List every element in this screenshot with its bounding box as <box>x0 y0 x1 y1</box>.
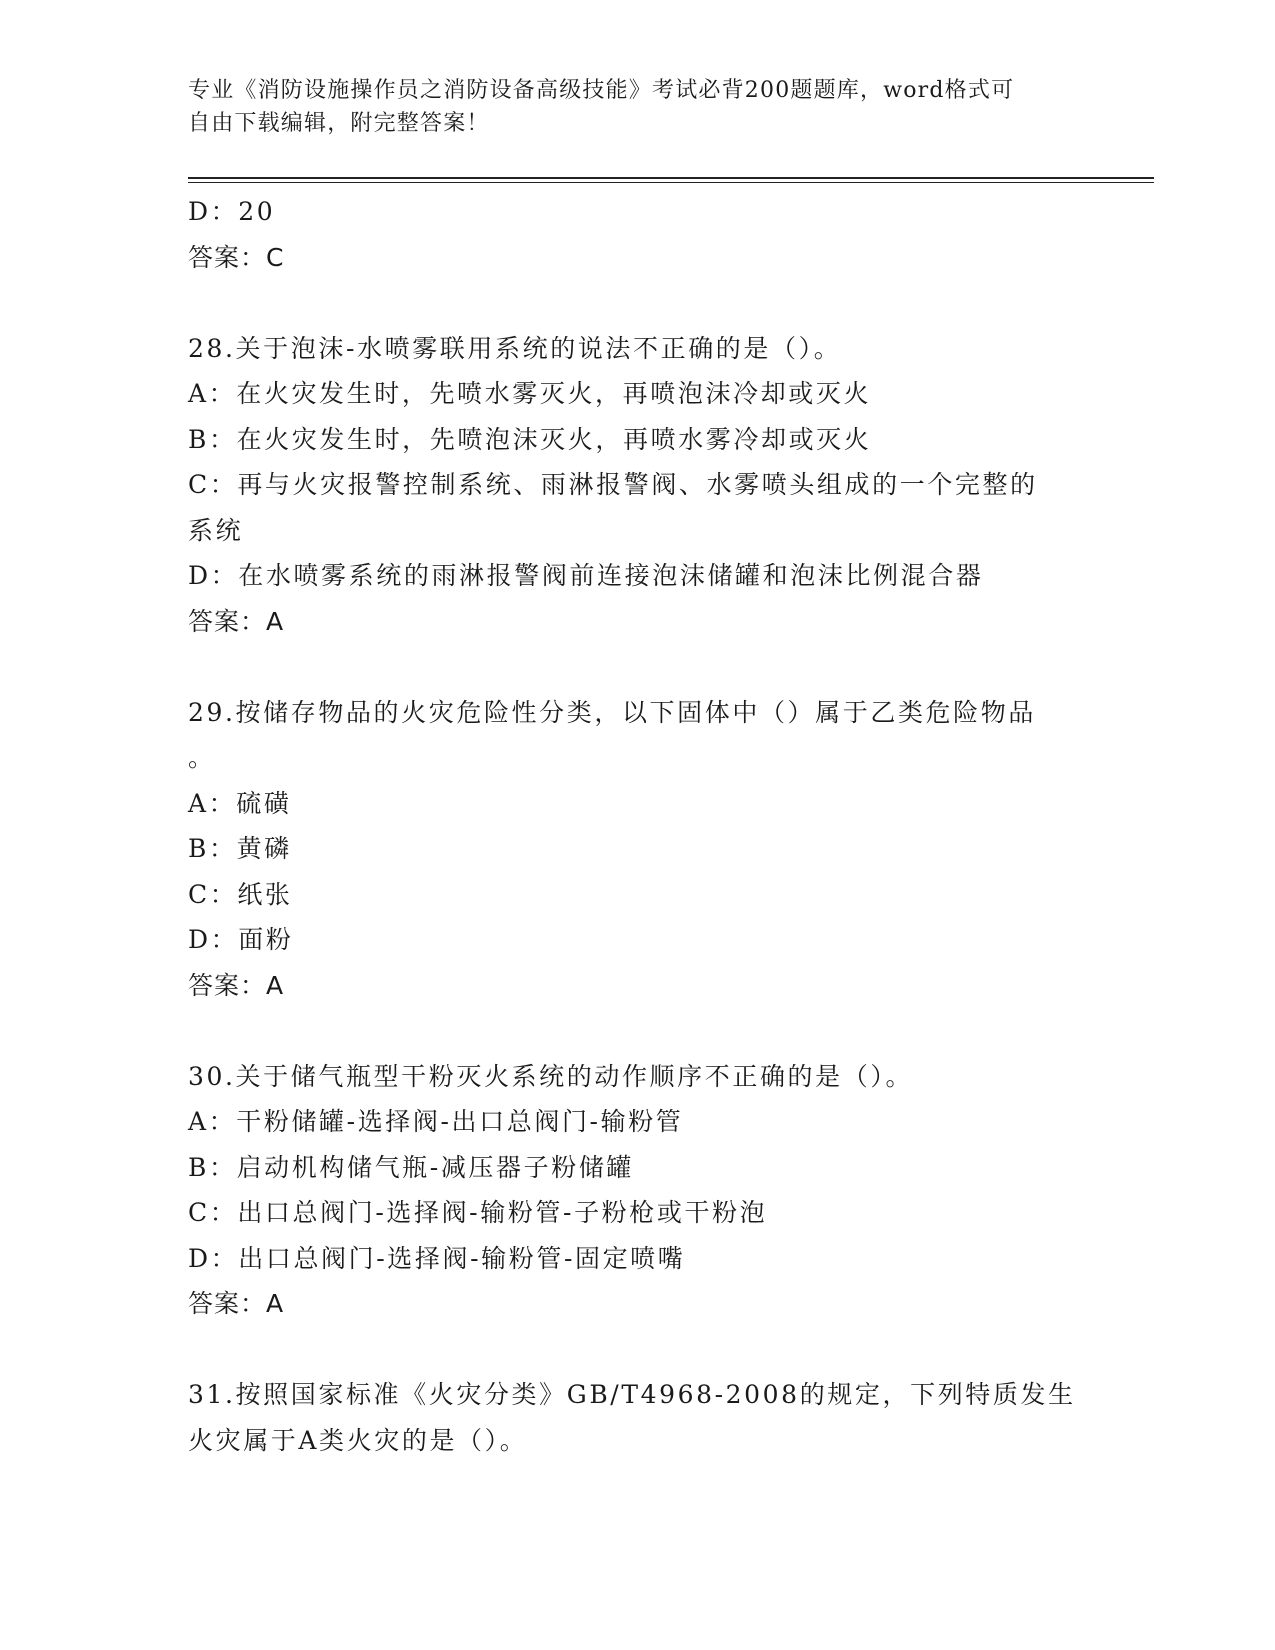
spacer <box>188 644 1088 690</box>
option-d: D：20 <box>188 197 276 226</box>
question-stem: 30.关于储气瓶型干粉灭火系统的动作顺序不正确的是（）。 <box>188 1061 914 1091</box>
question-stem-continued: 火灾属于A类火灾的是（）。 <box>188 1425 528 1455</box>
document-header <box>188 74 1088 140</box>
option-c: C：纸张 <box>188 879 293 909</box>
option-d: D：在水喷雾系统的雨淋报警阀前连接泡沫储罐和泡沫比例混合器 <box>188 561 984 590</box>
option-a: A：硫磺 <box>188 788 292 818</box>
question-list <box>188 189 1088 1463</box>
option-c: C：出口总阀门-选择阀-输粉管-子粉枪或干粉泡 <box>188 1198 768 1227</box>
question-28 <box>188 326 1088 645</box>
option-a: A：在火灾发生时，先喷水雾灭火，再喷泡沫冷却或灭火 <box>188 379 872 408</box>
option-d: D：面粉 <box>188 925 294 954</box>
answer-line: 答案：A <box>188 606 285 636</box>
option-b: B：在火灾发生时，先喷泡沫灭火，再喷水雾冷却或灭火 <box>188 424 872 454</box>
option-c: C：再与火灾报警控制系统、雨淋报警阀、水雾喷头组成的一个完整的 <box>188 470 1038 499</box>
header-rule-thick <box>188 177 1154 179</box>
option-b: B：黄磷 <box>188 834 292 863</box>
question-30 <box>188 1054 1088 1327</box>
spacer <box>188 1327 1088 1373</box>
question-stem-continued: 。 <box>188 743 216 772</box>
question-stem: 28.关于泡沫-水喷雾联用系统的说法不正确的是（）。 <box>188 333 842 363</box>
option-c-continued: 系统 <box>188 515 244 545</box>
option-a: A：干粉储罐-选择阀-出口总阀门-输粉管 <box>188 1107 684 1136</box>
question-29 <box>188 690 1088 1009</box>
question-stem: 29.按储存物品的火灾危险性分类，以下固体中（）属于乙类危险物品 <box>188 697 1036 727</box>
question-stem: 31.按照国家标准《火灾分类》GB/T4968-2008的规定，下列特质发生 <box>188 1380 1076 1409</box>
option-d: D：出口总阀门-选择阀-输粉管-固定喷嘴 <box>188 1243 686 1273</box>
spacer <box>188 280 1088 326</box>
header-line-1: 专业《消防设施操作员之消防设备高级技能》考试必背200题题库，word格式可 <box>188 78 1015 103</box>
spacer <box>188 1008 1088 1054</box>
answer-line: 答案：A <box>188 970 285 1000</box>
option-b: B：启动机构储气瓶-减压器子粉储罐 <box>188 1152 635 1182</box>
answer-line: 答案：C <box>188 242 285 272</box>
previous-question-tail <box>188 189 1088 280</box>
answer-line: 答案：A <box>188 1289 285 1318</box>
header-line-2: 自由下载编辑，附完整答案！ <box>188 111 490 136</box>
header-rule-thin <box>188 182 1154 183</box>
question-31 <box>188 1372 1088 1463</box>
